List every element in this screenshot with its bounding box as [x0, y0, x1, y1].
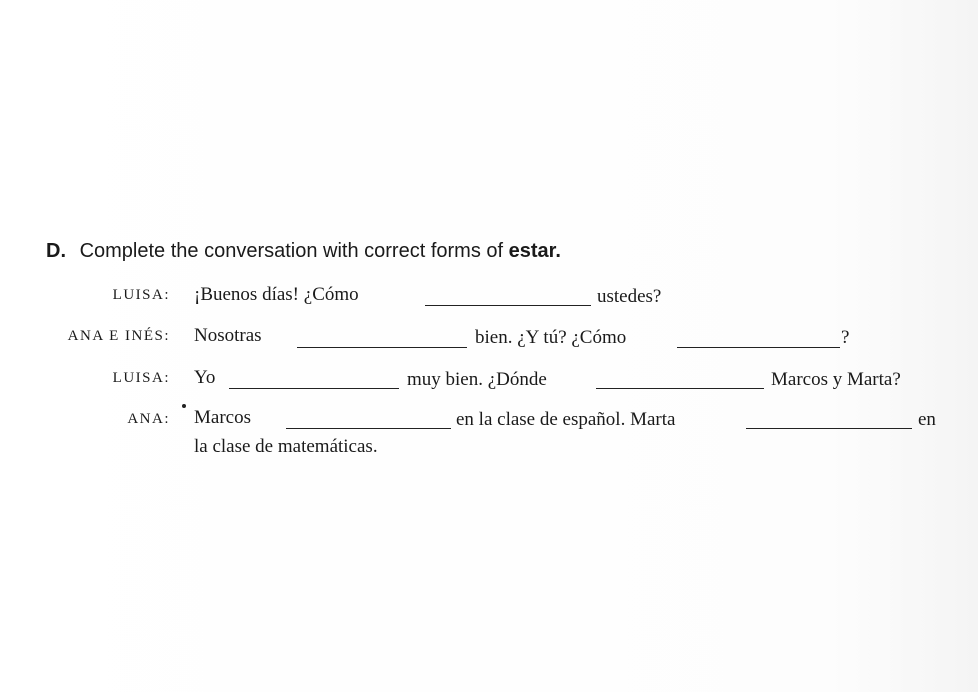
exercise-instruction: Complete the conversation with correct forms of	[79, 240, 504, 262]
answer-blank[interactable]	[425, 291, 591, 306]
line-text: en la clase de español. Marta	[456, 409, 676, 430]
answer-blank[interactable]	[297, 333, 467, 348]
line-text: muy bien. ¿Dónde	[407, 369, 547, 390]
speaker-label: ANA E INÉS:	[67, 328, 170, 344]
speaker-label: LUISA:	[112, 287, 170, 303]
answer-blank[interactable]	[677, 333, 840, 348]
speaker-label: ANA:	[127, 411, 170, 427]
line-text: Marcos	[194, 407, 251, 428]
answer-blank[interactable]	[229, 374, 399, 389]
answer-blank[interactable]	[746, 414, 912, 429]
line-text: Yo	[194, 367, 216, 388]
exercise-heading	[46, 240, 561, 263]
line-text-continued: la clase de matemáticas.	[194, 436, 378, 457]
answer-blank[interactable]	[286, 414, 451, 429]
line-text: Marcos y Marta?	[771, 369, 901, 390]
answer-blank[interactable]	[596, 374, 764, 389]
speaker-label: LUISA:	[112, 370, 170, 386]
line-text: en	[918, 409, 936, 430]
line-text: ¡Buenos días! ¿Cómo	[194, 284, 359, 305]
ink-mark	[182, 404, 186, 408]
exercise-letter: D.	[46, 240, 66, 262]
line-text: ?	[841, 327, 850, 348]
exercise-verb: estar.	[508, 240, 561, 262]
line-text: ustedes?	[597, 286, 662, 307]
line-text: Nosotras	[194, 325, 262, 346]
line-text: bien. ¿Y tú? ¿Cómo	[475, 327, 627, 348]
